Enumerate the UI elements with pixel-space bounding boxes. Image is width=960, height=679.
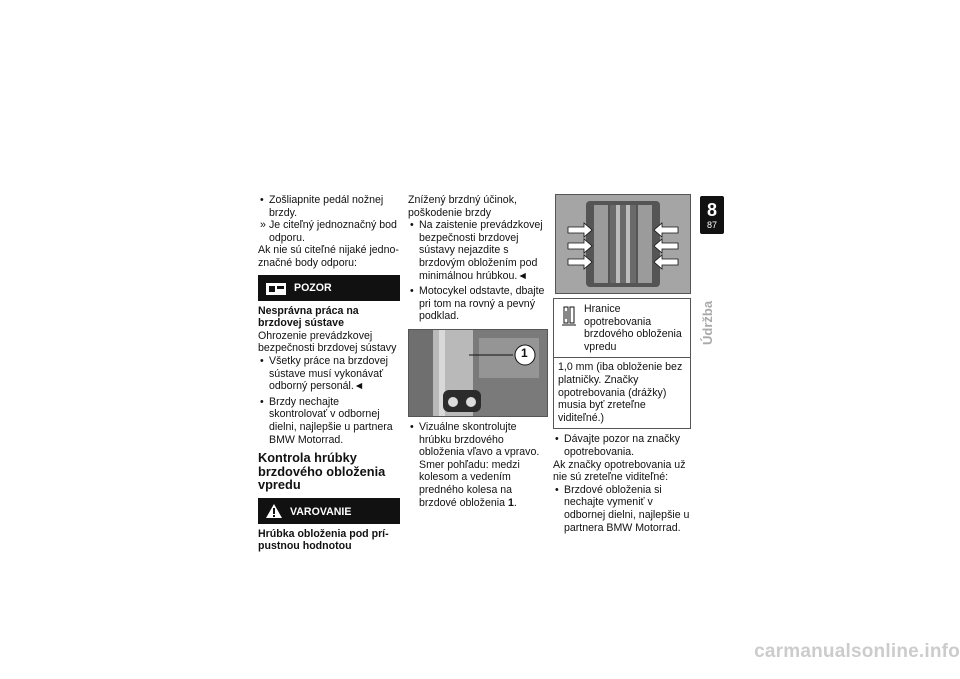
brake-caliper-photo <box>408 329 548 417</box>
paragraph-reduced-braking: Znížený brzdný účinok, poškodenie brzdy <box>408 194 517 219</box>
bullet-wear-marks: • Dávajte pozor na značky opotrebovania. <box>553 433 691 458</box>
result-pressure-point: » Je citeľný jednoznačný bod odporu. <box>258 219 400 244</box>
pozor-title: Nesprávna práca na brzdovej sústave <box>258 304 359 330</box>
bullet-min-thickness: • Na zaistenie prevádzkovej bezpečnosti brzdovej sústavy nejazdite s brzdovým obložením pod minimálnou hrúbkou.◄ <box>408 219 546 282</box>
warning-title: Hrúbka obloženia pod prípustnou hodnotou <box>258 527 389 553</box>
bullet-visual-check: • Vizuálne skontrolujte hrúbku brzdového obloženia vľavo a vpravo. Smer pohľadu: medzi kolesom a vedením predného kolesa na brzdové obloženia 1. <box>408 421 546 509</box>
paragraph-no-pressure: Ak nie sú citeľné nijaké jednoznačné body odporu: <box>258 244 399 269</box>
varovanie-banner <box>258 498 400 524</box>
wear-gauge-icon <box>562 305 576 331</box>
chapter-sidebar <box>700 196 724 234</box>
chapter-badge <box>700 196 724 234</box>
pozor-label: POZOR <box>294 281 332 294</box>
wear-limit-title: Hranice opotrebovania brzdového obloženia vpredu <box>584 303 682 353</box>
bullet-workshop: • Brzdy nechajte skontrolovať v odbornej dielni, najlepšie u partnera BMW Motorrad. <box>258 396 400 446</box>
callout-1: 1 <box>521 345 528 360</box>
paragraph-marks-not-visible: Ak značky opotrebovania už nie sú zreteľne viditeľné: <box>553 458 686 484</box>
brake-tool-icon <box>265 280 287 300</box>
brake-pads-photo <box>555 194 691 294</box>
chapter-number: 8 <box>706 200 717 220</box>
bullet-press-pedal: • Zošliapnite pedál nožnej brzdy. <box>258 194 400 219</box>
wear-limit-box <box>553 298 691 429</box>
page-number: 87 <box>706 220 717 230</box>
warning-triangle-icon <box>265 503 283 523</box>
varovanie-label: VAROVANIE <box>290 505 352 518</box>
bullet-replace-pads: • Brzdové obloženia si nechajte vymeniť v odbornej dielni, najlepšie u partnera BMW Motorrad. <box>553 484 691 534</box>
watermark: carmanualsonline.info <box>754 641 960 662</box>
section-title-vertical: Údržba <box>700 300 715 345</box>
column-1 <box>258 194 400 553</box>
wear-limit-value: 1,0 mm (iba obloženie bez platničky. Značky opotrebovania (drážky) musia byť zreteľne viditeľné.) <box>558 361 683 424</box>
ref-1: 1 <box>507 496 514 509</box>
section-heading: Kontrola hrúbky brzdového obloženia vpredu <box>258 450 386 493</box>
column-2 <box>408 194 546 509</box>
pozor-banner <box>258 275 400 301</box>
bullet-park: • Motocykel odstavte, dbajte pri tom na rovný a pevný podklad. <box>408 285 546 323</box>
column-3 <box>553 194 691 534</box>
bullet-specialist: • Všetky práce na brzdovej sústave musí vykonávať odborný personál.◄ <box>258 355 400 393</box>
pozor-text: Ohrozenie prevádzkovej bezpečnosti brzdovej sústavy <box>258 329 397 355</box>
